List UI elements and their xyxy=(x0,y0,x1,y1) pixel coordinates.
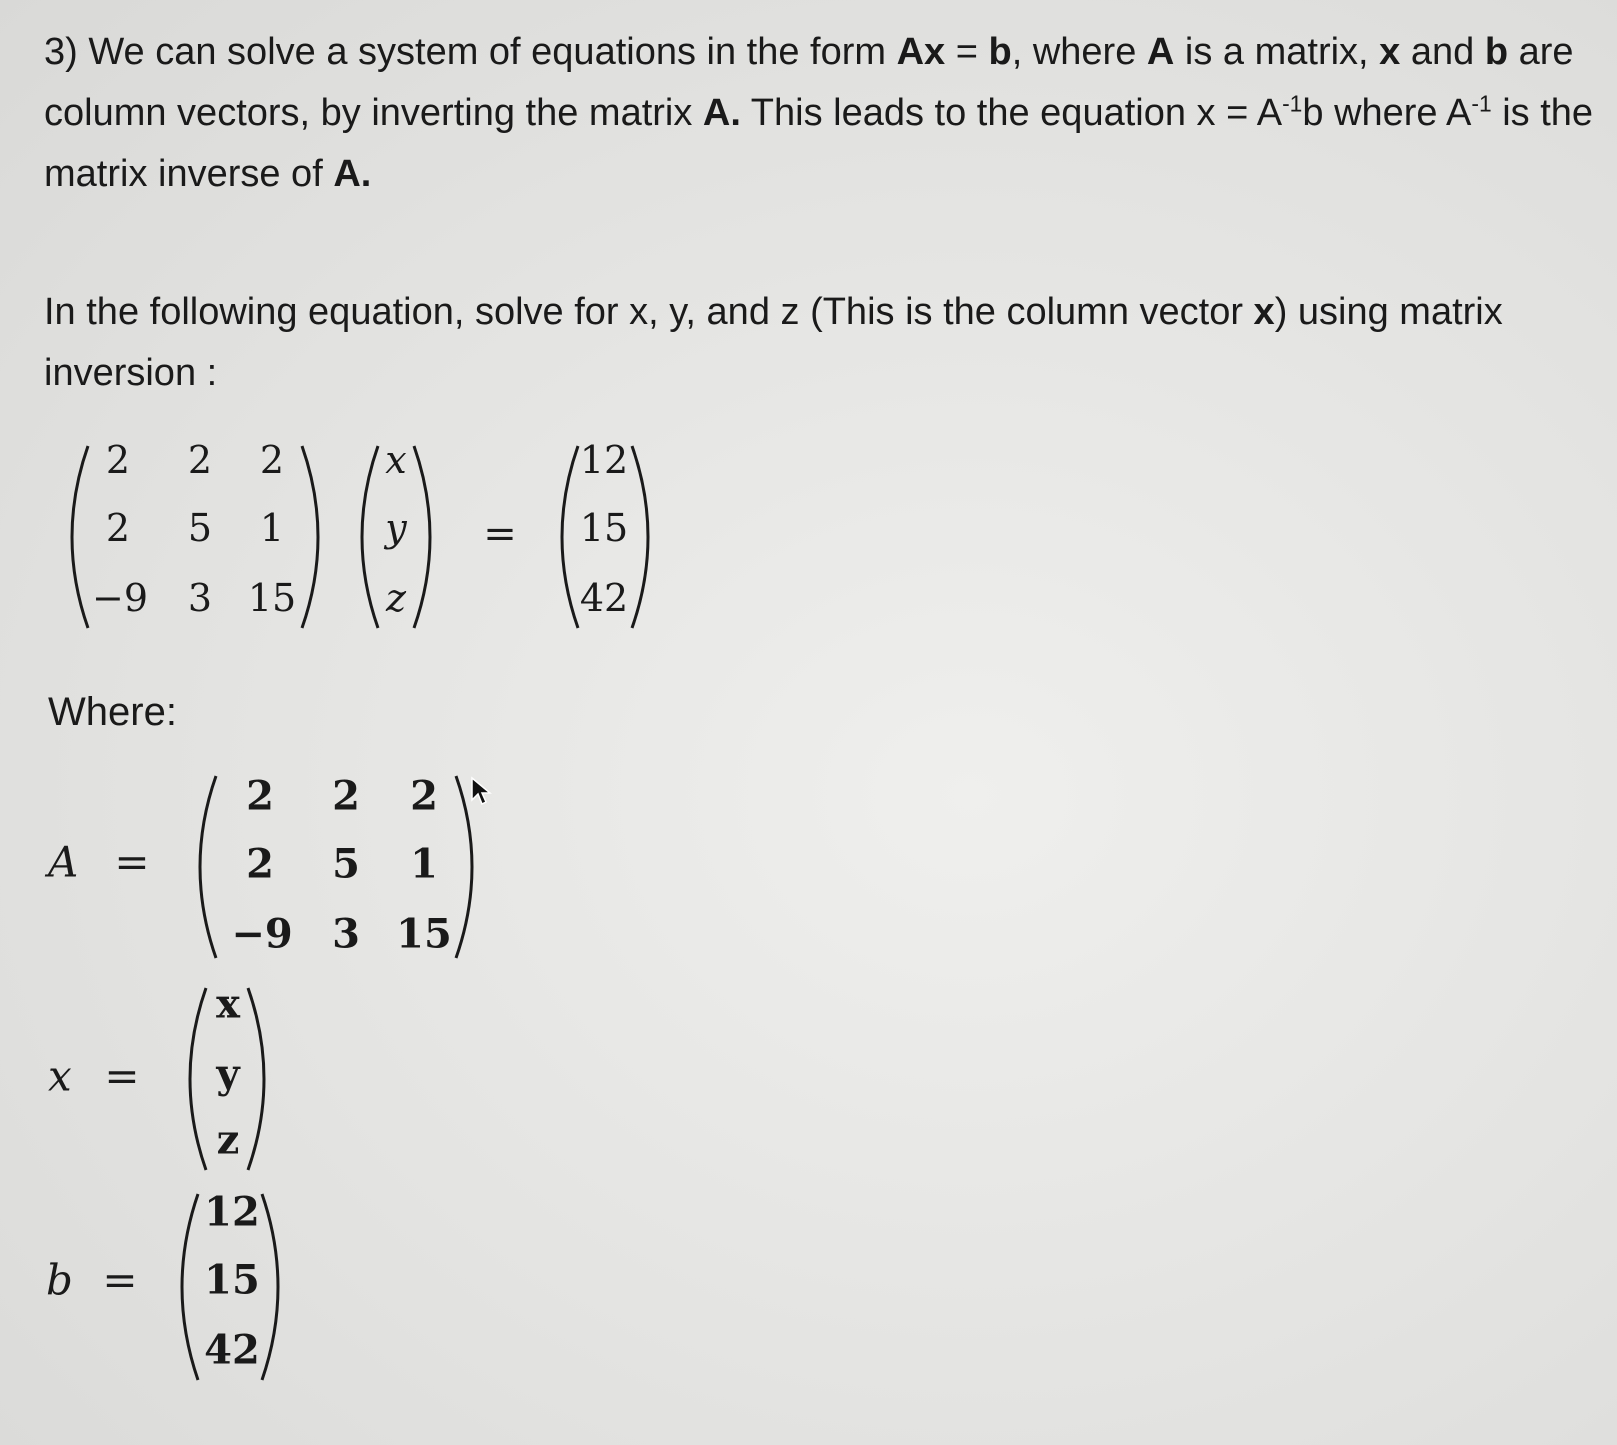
matrix-cell: 2 xyxy=(105,506,131,550)
matrix-cell: 2 xyxy=(246,772,274,820)
equals-sign: = xyxy=(483,511,517,557)
vector-cell: 42 xyxy=(579,576,629,620)
vector-b-left-paren xyxy=(552,442,582,632)
matrix-cell: 2 xyxy=(259,438,285,482)
where-label: Where: xyxy=(48,690,177,734)
def-b-left-paren xyxy=(172,1190,202,1384)
problem-statement: 3) We can solve a system of equations in the form Ax = b, where A is a matrix, x and b are column vectors, by inverting the matrix A. This leads to the equation $x = A^{-1}b$ where $A^{-1}$ is the matrix inverse of A. xyxy=(44,31,1594,195)
a-label: A xyxy=(48,837,79,887)
vector-cell: 12 xyxy=(579,438,629,482)
def-x-right-paren xyxy=(244,984,274,1174)
question-number: 3) xyxy=(44,31,78,73)
vector-b-right-paren xyxy=(628,442,658,632)
matrix-cell: −9 xyxy=(91,576,149,620)
matrix-cell: 3 xyxy=(187,576,213,620)
def-b-right-paren xyxy=(258,1190,288,1384)
equals-sign: = xyxy=(114,837,150,887)
matrix-a-left-paren xyxy=(62,442,92,632)
mouse-pointer-icon xyxy=(470,776,492,806)
matrix-cell: 15 xyxy=(396,910,452,958)
matrix-cell: 15 xyxy=(247,576,297,620)
vector-cell: 42 xyxy=(204,1326,260,1374)
vector-cell: 15 xyxy=(204,1256,260,1304)
vector-cell: z xyxy=(216,1116,240,1164)
vector-x-right-paren xyxy=(410,442,440,632)
vector-cell: y xyxy=(216,1050,240,1098)
matrix-cell: 1 xyxy=(259,506,285,550)
def-a-left-paren xyxy=(190,772,220,962)
matrix-cell: 2 xyxy=(187,438,213,482)
vector-cell: y xyxy=(385,506,407,550)
vector-cell: 12 xyxy=(204,1188,260,1236)
matrix-cell: 2 xyxy=(246,840,274,888)
b-label: b xyxy=(46,1255,73,1305)
matrix-cell: 2 xyxy=(410,772,438,820)
instruction-text: In the following equation, solve for x, y, and z (This is the column vector x) using matrix inversion : xyxy=(44,291,1503,394)
matrix-cell: 1 xyxy=(410,840,438,888)
matrix-a-right-paren xyxy=(298,442,328,632)
vector-cell: x xyxy=(385,438,407,482)
matrix-cell: 2 xyxy=(105,438,131,482)
equals-sign: = xyxy=(102,1255,138,1305)
vector-x-left-paren xyxy=(352,442,382,632)
matrix-cell: −9 xyxy=(231,910,293,958)
equals-sign: = xyxy=(104,1051,140,1101)
x-label: x xyxy=(48,1051,72,1101)
vector-cell: z xyxy=(385,576,407,620)
matrix-cell: 2 xyxy=(332,772,360,820)
matrix-cell: 3 xyxy=(332,910,360,958)
vector-cell: x xyxy=(216,980,240,1028)
matrix-cell: 5 xyxy=(187,506,213,550)
matrix-cell: 5 xyxy=(332,840,360,888)
def-x-left-paren xyxy=(180,984,210,1174)
vector-cell: 15 xyxy=(579,506,629,550)
